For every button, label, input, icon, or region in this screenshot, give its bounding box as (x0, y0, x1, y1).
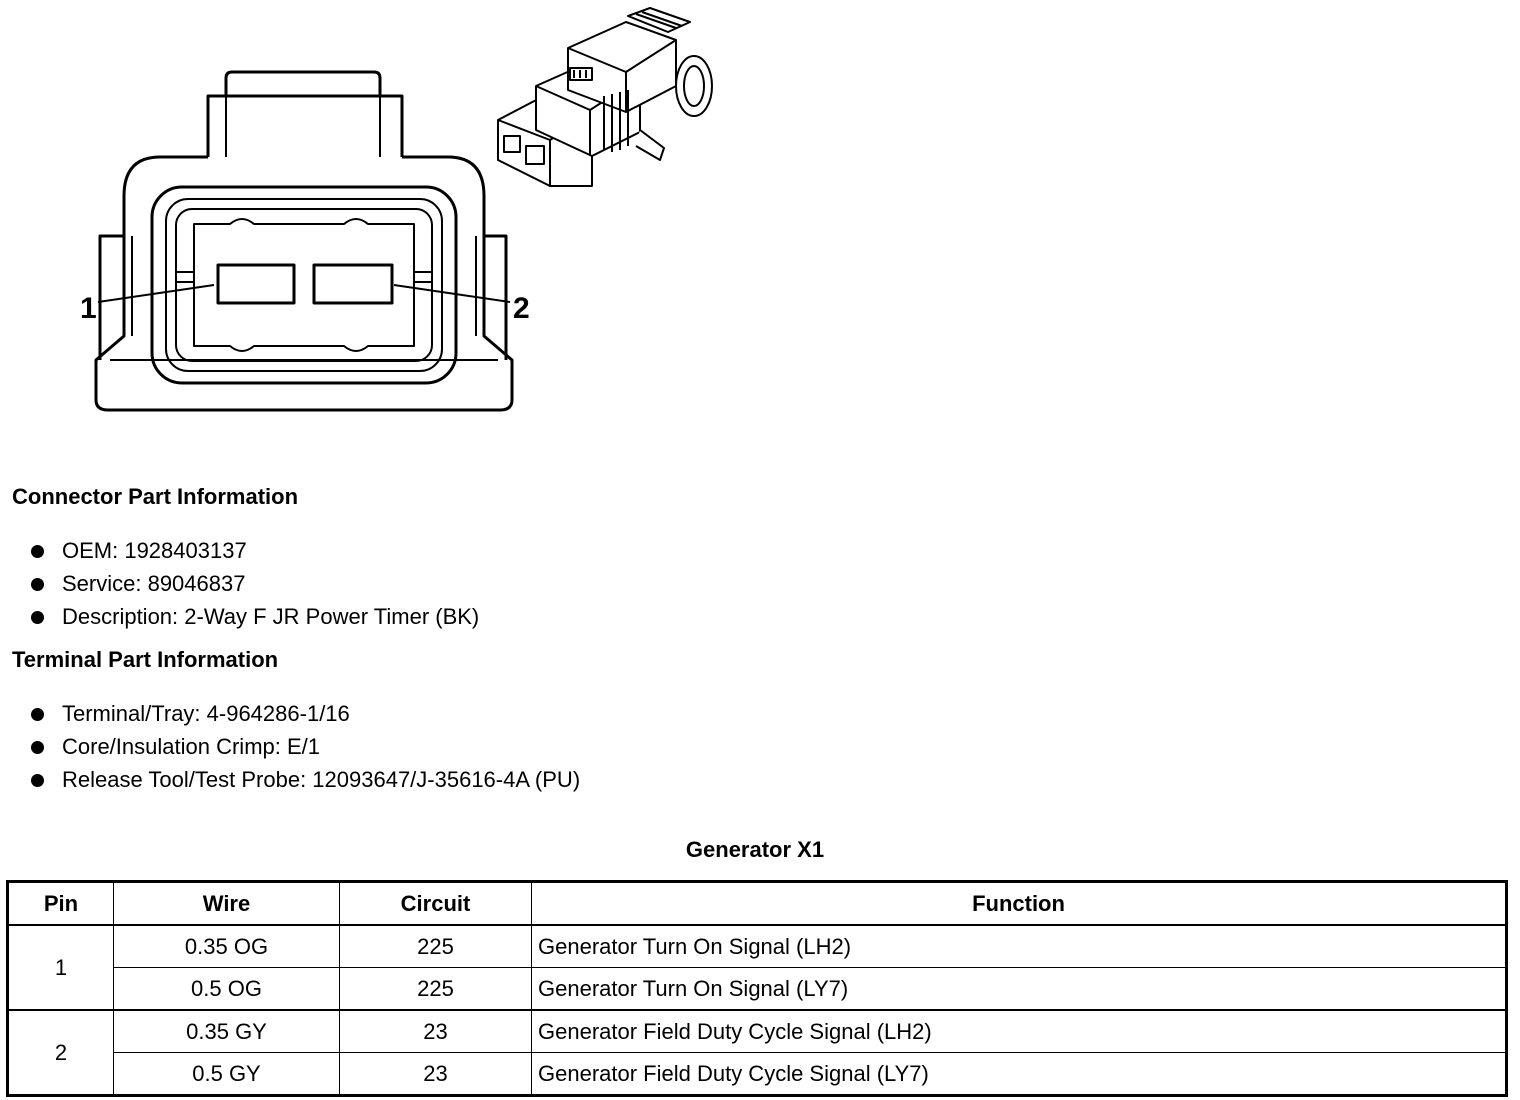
list-item: Service: 89046837 (30, 570, 479, 603)
bullet-icon (31, 774, 44, 787)
terminal-part-info-heading: Terminal Part Information (12, 647, 279, 672)
wire-cell: 0.5 OG (114, 968, 340, 1011)
bullet-icon (31, 741, 44, 754)
wire-cell: 0.5 GY (114, 1053, 340, 1096)
list-item: Release Tool/Test Probe: 12093647/J-35616-4A (PU) (30, 766, 580, 799)
callout-2: 2 (513, 292, 530, 325)
table-header-row (8, 882, 1507, 926)
function-cell: Generator Turn On Signal (LH2) (532, 925, 1507, 968)
list-item: Description: 2-Way F JR Power Timer (BK) (30, 603, 479, 636)
bullet-icon (31, 545, 44, 558)
callout-1: 1 (80, 292, 97, 325)
connector-part-info-list (30, 537, 479, 636)
wire-cell: 0.35 GY (114, 1010, 340, 1053)
circuit-cell: 23 (340, 1053, 532, 1096)
circuit-cell: 23 (340, 1010, 532, 1053)
bullet-icon (31, 611, 44, 624)
table-row (8, 968, 1507, 1011)
terminal-part-info-list (30, 700, 580, 799)
function-cell: Generator Field Duty Cycle Signal (LH2) (532, 1010, 1507, 1053)
table-row (8, 1053, 1507, 1096)
wire-cell: 0.35 OG (114, 925, 340, 968)
pin-cell: 2 (8, 1010, 114, 1096)
table-title: Generator X1 (685, 837, 825, 862)
connector-diagram (0, 0, 760, 440)
list-item: OEM: 1928403137 (30, 537, 479, 570)
terminal-cavity-1 (218, 265, 294, 303)
connector-face-view (96, 72, 512, 410)
bullet-icon (31, 578, 44, 591)
terminal-cavity-2 (314, 265, 392, 303)
list-item: Core/Insulation Crimp: E/1 (30, 733, 580, 766)
header-circuit: Circuit (340, 882, 532, 926)
connector-isometric-view (498, 8, 712, 186)
table-row (8, 925, 1507, 968)
circuit-cell: 225 (340, 968, 532, 1011)
circuit-cell: 225 (340, 925, 532, 968)
pinout-table (6, 880, 1508, 1097)
header-pin: Pin (8, 882, 114, 926)
header-wire: Wire (114, 882, 340, 926)
function-cell: Generator Field Duty Cycle Signal (LY7) (532, 1053, 1507, 1096)
function-cell: Generator Turn On Signal (LY7) (532, 968, 1507, 1011)
list-item: Terminal/Tray: 4-964286-1/16 (30, 700, 580, 733)
header-function: Function (532, 882, 1507, 926)
connector-part-info-heading: Connector Part Information (12, 484, 299, 509)
bullet-icon (31, 708, 44, 721)
table-row (8, 1010, 1507, 1053)
pin-cell: 1 (8, 925, 114, 1010)
